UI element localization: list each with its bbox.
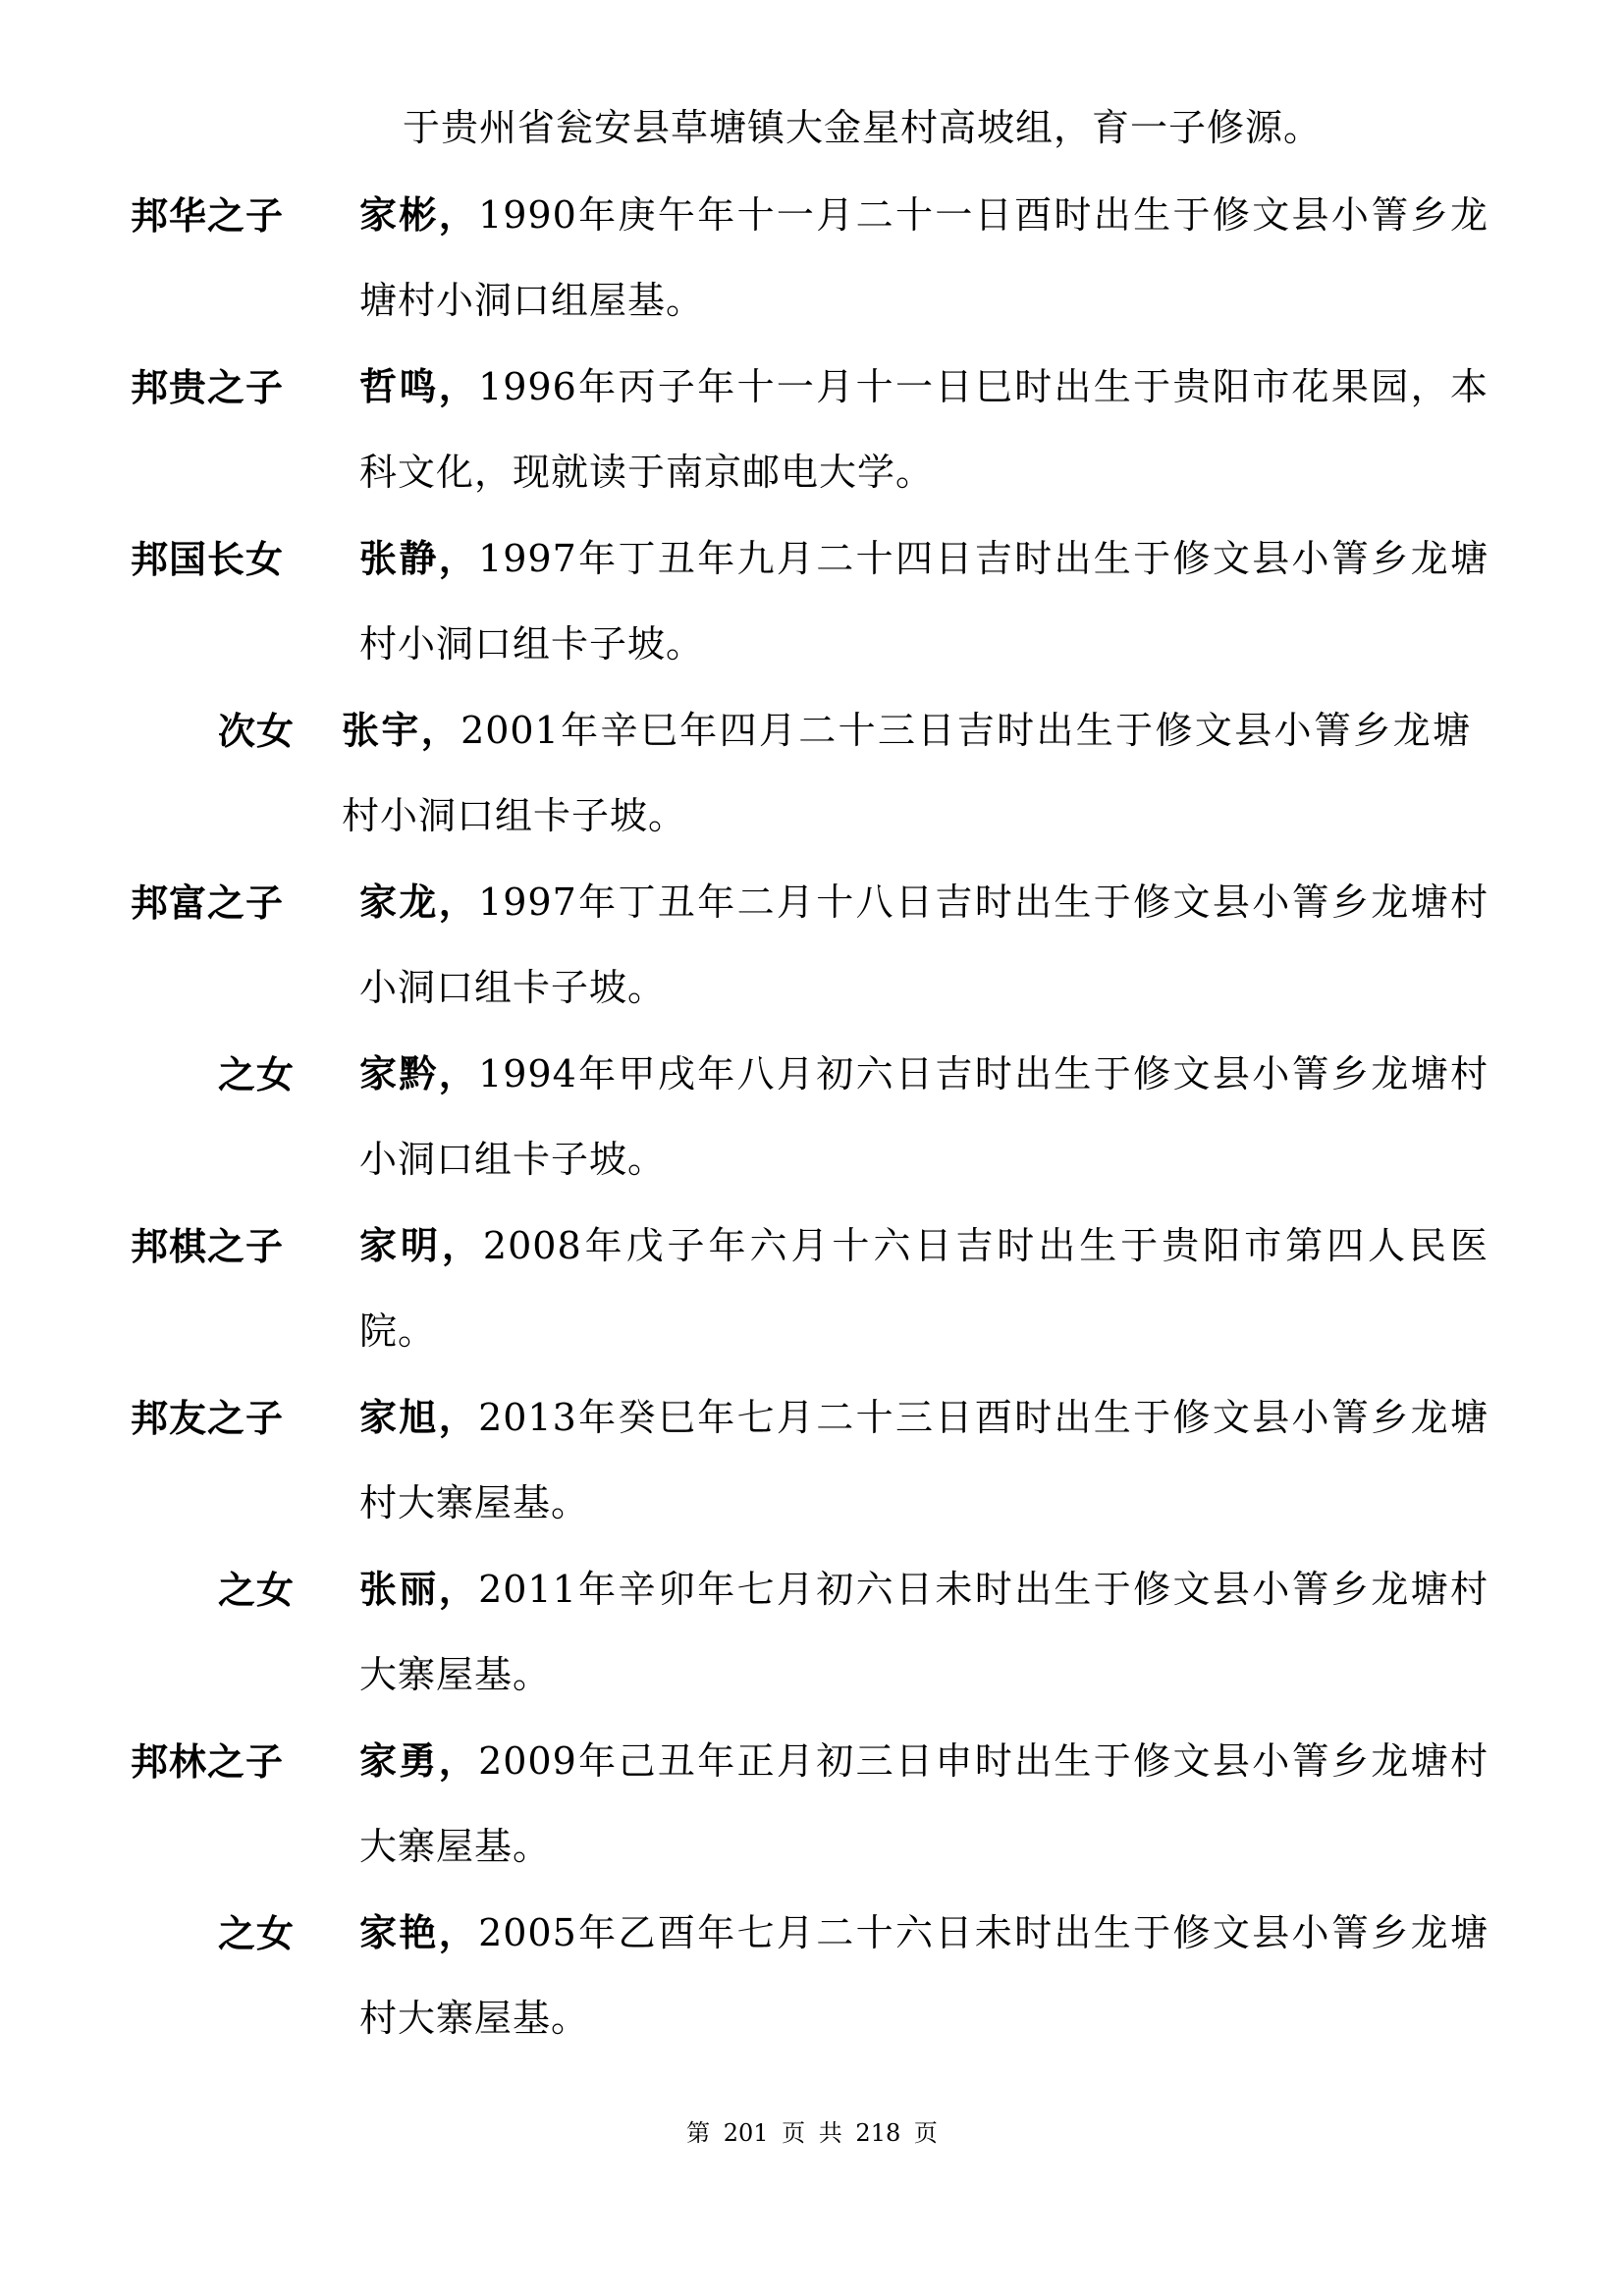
entry-label: 邦国长女 xyxy=(131,538,285,581)
entry-text: 1997年丁丑年二月十八日吉时出生于修文县小箐乡龙塘村小洞口组卡子坡。 xyxy=(359,881,1489,1009)
entry-text: 1996年丙子年十一月十一日巳时出生于贵阳市花果园，本科文化，现就读于南京邮电大学。 xyxy=(359,365,1489,494)
entry-label: 邦棋之子 xyxy=(131,1225,285,1268)
entry-text: 1994年甲戌年八月初六日吉时出生于修文县小箐乡龙塘村小洞口组卡子坡。 xyxy=(359,1052,1489,1181)
entry-text: 1990年庚午年十一月二十一日酉时出生于修文县小箐乡龙塘村小洞口组屋基。 xyxy=(359,193,1489,322)
entry-text: 2008年戊子年六月十六日吉时出生于贵阳市第四人民医院。 xyxy=(359,1224,1489,1353)
entry-body xyxy=(359,516,1489,687)
entry-label: 邦富之子 xyxy=(131,881,285,925)
entry-text: 2005年乙酉年七月二十六日未时出生于修文县小箐乡龙塘村大寨屋基。 xyxy=(359,1911,1489,2040)
entry-name: 张丽， xyxy=(359,1568,479,1611)
entry-body xyxy=(359,1891,1489,2061)
entry-body xyxy=(359,1032,1489,1202)
entry-body xyxy=(359,173,1489,344)
entry-text: 2013年癸巳年七月二十三日酉时出生于修文县小箐乡龙塘村大寨屋基。 xyxy=(359,1396,1489,1524)
entry-label: 之女 xyxy=(218,1053,296,1096)
entry-text: 2001年辛巳年四月二十三日吉时出生于修文县小箐乡龙塘村小洞口组卡子坡。 xyxy=(342,709,1471,837)
entry-body xyxy=(359,345,1489,515)
entry-name: 张宇， xyxy=(342,709,461,752)
entry-label: 之女 xyxy=(218,1569,296,1612)
entry-body xyxy=(359,860,1489,1031)
entry-label: 之女 xyxy=(218,1912,296,1955)
entry-text: 2009年己丑年正月初三日申时出生于修文县小箐乡龙塘村大寨屋基。 xyxy=(359,1739,1489,1868)
entry-name: 家艳， xyxy=(359,1911,479,1954)
entry-name: 家黔， xyxy=(359,1052,479,1095)
entry-label: 邦友之子 xyxy=(131,1397,285,1440)
entry-label: 邦华之子 xyxy=(131,194,285,238)
entry-name: 家旭， xyxy=(359,1396,479,1439)
entry-name: 张静， xyxy=(359,537,479,580)
entry-text: 2011年辛卯年七月初六日未时出生于修文县小箐乡龙塘村大寨屋基。 xyxy=(359,1568,1489,1696)
entry-text: 1997年丁丑年九月二十四日吉时出生于修文县小箐乡龙塘村小洞口组卡子坡。 xyxy=(359,537,1489,666)
continuation-line: 于贵州省瓮安县草塘镇大金星村高坡组，育一子修源。 xyxy=(403,106,1323,149)
entry-label: 邦贵之子 xyxy=(131,366,285,409)
entry-name: 家勇， xyxy=(359,1739,479,1783)
entry-body xyxy=(342,688,1471,859)
entry-name: 家明， xyxy=(359,1224,483,1267)
entry-name: 家龙， xyxy=(359,881,479,924)
entry-body xyxy=(359,1547,1489,1718)
entry-label: 次女 xyxy=(218,710,296,753)
entry-label: 邦林之子 xyxy=(131,1740,285,1784)
entry-body xyxy=(359,1203,1489,1374)
entry-name: 家彬， xyxy=(359,193,479,237)
entry-body xyxy=(359,1719,1489,1890)
entry-name: 哲鸣， xyxy=(359,365,479,408)
page-footer: 第 201 页 共 218 页 xyxy=(686,2119,938,2147)
entry-body xyxy=(359,1375,1489,1546)
